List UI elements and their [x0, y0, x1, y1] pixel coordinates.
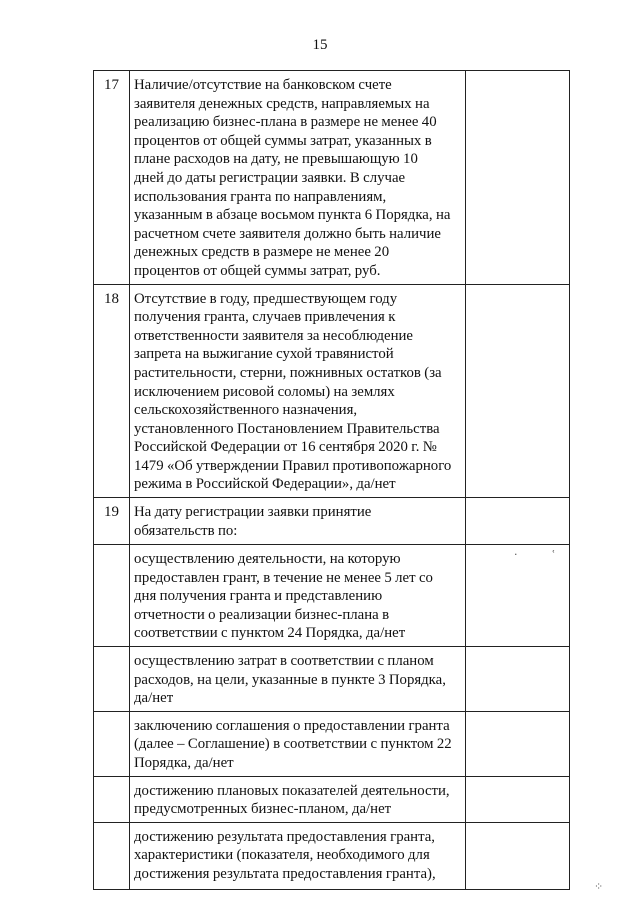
criterion-text-line: сельскохозяйственного назначения, [134, 402, 358, 419]
value-cell[interactable] [466, 776, 570, 822]
row-number [94, 545, 130, 647]
table-row [94, 284, 570, 498]
row-number [94, 647, 130, 712]
table-row [94, 711, 570, 776]
row-number [94, 776, 130, 822]
criterion-text [130, 822, 466, 889]
criterion-text-line: плане расходов на дату, не превышающую 10 [134, 151, 418, 168]
criterion-text-line: осуществлению деятельности, на которую [134, 551, 401, 568]
criterion-text-line: На дату регистрации заявки принятие [134, 504, 372, 521]
criterion-text-line: реализацию бизнес-плана в размере не менее 40 [134, 114, 437, 131]
table-row [94, 545, 570, 647]
row-number: 18 [94, 284, 130, 498]
value-cell[interactable] [466, 498, 570, 545]
table-row [94, 647, 570, 712]
criterion-text-line: да/нет [134, 690, 174, 707]
criterion-text-line: расчетном счете заявителя должно быть наличие [134, 225, 441, 242]
criterion-text-line: Российской Федерации от 16 сентября 2020 г. № [134, 439, 437, 456]
criterion-text-line: Отсутствие в году, предшествующем году [134, 290, 398, 307]
table-row [94, 71, 570, 285]
criterion-text-line: растительности, стерни, пожнивных остатков (за [134, 364, 442, 381]
criterion-text-line: соответствии с пунктом 24 Порядка, да/нет [134, 625, 406, 642]
criterion-text-line: предоставлен грант, в течение не менее 5 лет со [134, 569, 433, 586]
criterion-text-line: денежных средств в размере не менее 20 [134, 244, 390, 261]
value-cell[interactable] [466, 711, 570, 776]
row-number: 17 [94, 71, 130, 285]
value-cell[interactable] [466, 647, 570, 712]
criterion-text-line: Порядка, да/нет [134, 755, 234, 771]
criterion-text [130, 71, 466, 285]
scan-speck: ⁘ [594, 880, 604, 893]
criterion-text-line: расходов, на цели, указанные в пункте 3 Порядка, [134, 671, 446, 688]
value-cell[interactable] [466, 822, 570, 889]
table-row [94, 822, 570, 889]
criterion-text-line: предусмотренных бизнес-планом, да/нет [134, 801, 392, 818]
criterion-text [130, 711, 466, 776]
criterion-text [130, 647, 466, 712]
criterion-text [130, 284, 466, 498]
page-number: 15 [312, 37, 328, 53]
criterion-text-line: достижению результата предоставления гранта, [134, 828, 435, 845]
scan-speck: · [514, 548, 518, 561]
criterion-text-line: дня получения гранта и представлению [134, 588, 383, 605]
criterion-text-line: заключению соглашения о предоставлении гранта [134, 717, 450, 734]
criterion-text-line: (далее – Соглашение) в соответствии с пунктом 22 [134, 736, 452, 753]
criterion-text-line: обязательств по: [134, 522, 238, 539]
criteria-table [93, 70, 570, 890]
criterion-text-line: 1479 «Об утверждении Правил противопожарного [134, 457, 452, 474]
row-number: 19 [94, 498, 130, 545]
criterion-text-line: указанным в абзаце восьмом пункта 6 Порядка, на [134, 207, 451, 224]
criterion-text-line: использования гранта по направлениям, [134, 188, 387, 205]
criterion-text-line: процентов от общей суммы затрат, руб. [134, 262, 381, 279]
criterion-text-line: дней до даты регистрации заявки. В случае [134, 169, 406, 186]
row-number [94, 822, 130, 889]
criterion-text-line: заявителя денежных средств, направляемых на [134, 95, 430, 112]
value-cell[interactable] [466, 284, 570, 498]
criterion-text-line: установленного Постановлением Правительства [134, 420, 440, 437]
criterion-text-line: режима в Российской Федерации», да/нет [134, 476, 396, 493]
criterion-text [130, 776, 466, 822]
criterion-text-line: запрета на выжигание сухой травянистой [134, 346, 394, 363]
table-row [94, 498, 570, 545]
table-row [94, 776, 570, 822]
value-cell[interactable] [466, 71, 570, 285]
criterion-text-line: осуществлению затрат в соответствии с планом [134, 653, 434, 670]
criteria-table-body [94, 71, 570, 890]
criterion-text-line: отчетности о реализации бизнес-плана в [134, 606, 390, 623]
criterion-text-line: ответственности заявителя за несоблюдение [134, 327, 413, 344]
criterion-text-line: достижения результата предоставления гранта), [134, 865, 436, 882]
criterion-text-line: получения гранта, случаев привлечения к [134, 309, 396, 326]
row-number [94, 711, 130, 776]
scan-speck: ʿ [552, 548, 556, 561]
criterion-text-line: исключением рисовой соломы) на землях [134, 383, 395, 400]
criterion-text [130, 545, 466, 647]
criterion-text [130, 498, 466, 545]
criterion-text-line: Наличие/отсутствие на банковском счете [134, 77, 392, 93]
criterion-text-line: достижению плановых показателей деятельности, [134, 782, 450, 799]
criterion-text-line: характеристики (показателя, необходимого для [134, 847, 430, 864]
criterion-text-line: процентов от общей суммы затрат, указанных в [134, 132, 432, 149]
